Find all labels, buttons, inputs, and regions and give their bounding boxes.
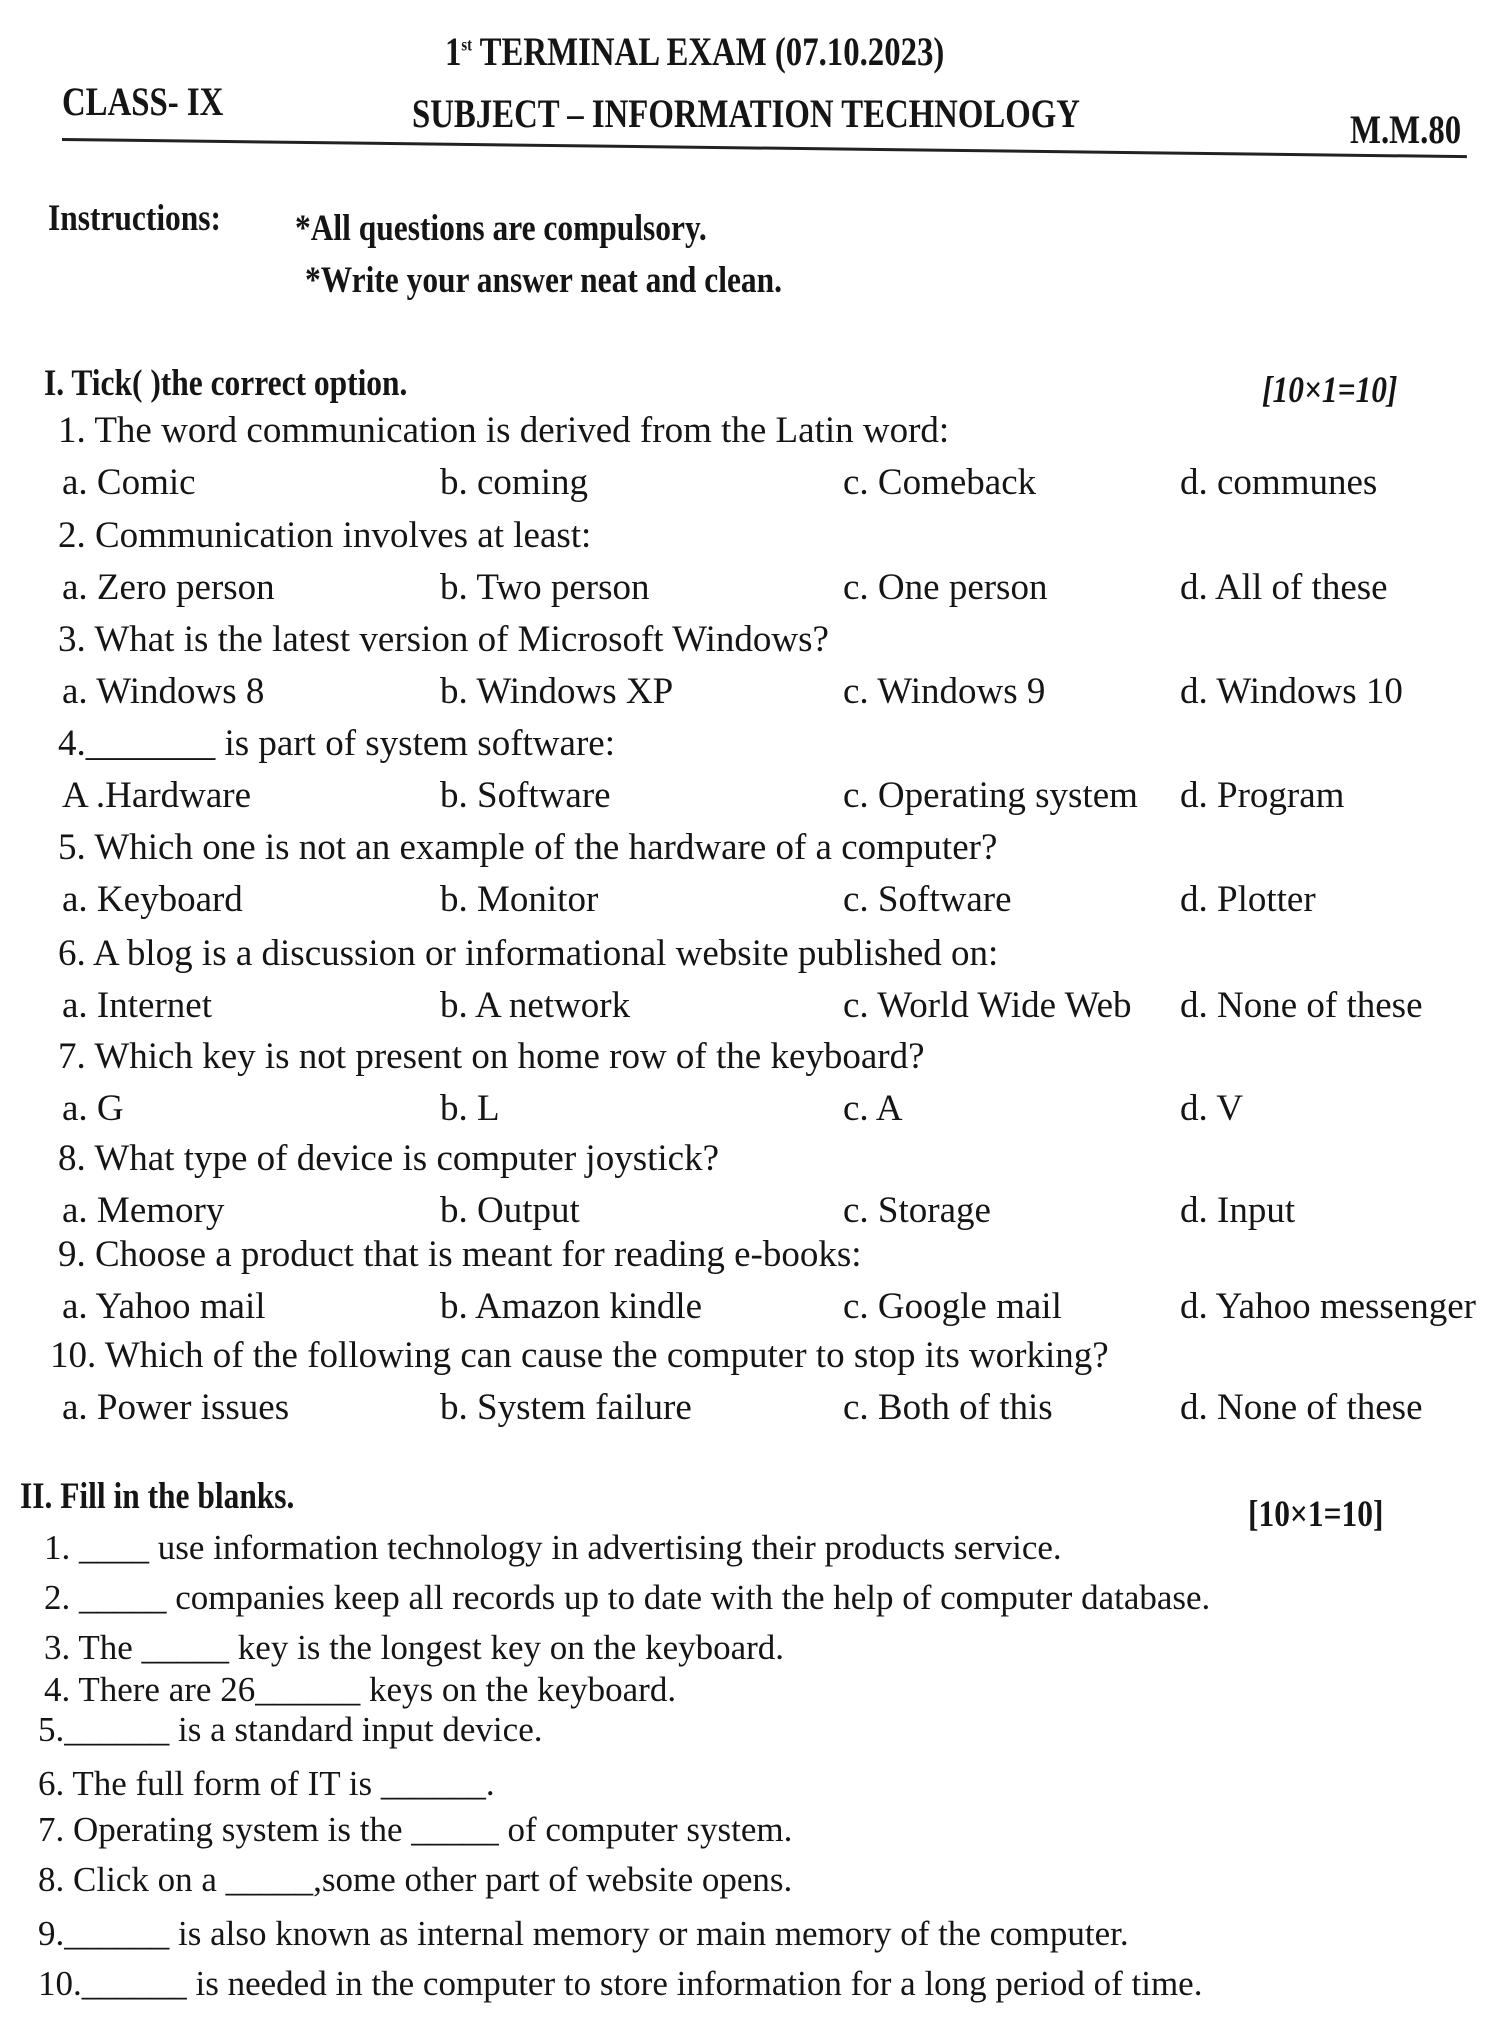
fill-blank-2: 2. _____ companies keep all records up to date with the help of computer database.: [44, 1578, 1211, 1617]
question-6-option-c[interactable]: c. World Wide Web: [843, 985, 1132, 1026]
question-2-option-a[interactable]: a. Zero person: [62, 567, 275, 608]
section2-title: II. Fill in the blanks.: [20, 1476, 295, 1517]
question-1-option-c[interactable]: c. Comeback: [843, 462, 1037, 503]
instructions-label: Instructions:: [48, 198, 222, 239]
question-9: 9. Choose a product that is meant for reading e-books:: [58, 1234, 862, 1275]
instruction-2: *Write your answer neat and clean.: [305, 260, 782, 301]
question-1-option-a[interactable]: a. Comic: [62, 462, 196, 503]
section2-marks: [10×1=10]: [1248, 1494, 1384, 1535]
question-4-option-b[interactable]: b. Software: [440, 775, 611, 816]
question-4-option-a[interactable]: A .Hardware: [62, 775, 252, 816]
question-1: 1. The word communication is derived from the Latin word:: [58, 410, 950, 451]
question-2-option-b[interactable]: b. Two person: [440, 567, 650, 608]
section1-marks: [10×1=10]: [1262, 370, 1398, 411]
title-number: 1: [445, 29, 462, 74]
question-2-option-d[interactable]: d. All of these: [1180, 567, 1388, 608]
fill-blank-5: 5.______ is a standard input device.: [38, 1710, 543, 1749]
exam-title: [445, 29, 945, 74]
question-8-option-d[interactable]: d. Input: [1180, 1190, 1296, 1231]
class-label: CLASS- IX: [62, 79, 224, 124]
question-3-option-c[interactable]: c. Windows 9: [843, 671, 1046, 712]
fill-blank-1: 1. ____ use information technology in advertising their products service.: [44, 1528, 1062, 1567]
question-7-option-b[interactable]: b. L: [440, 1088, 500, 1129]
fill-blank-9: 9.______ is also known as internal memory or main memory of the computer.: [38, 1914, 1129, 1953]
fill-blank-10: 10.______ is needed in the computer to store information for a long period of time.: [38, 1964, 1203, 2003]
question-4-option-c[interactable]: c. Operating system: [843, 775, 1138, 816]
question-3: 3. What is the latest version of Microsoft Windows?: [58, 619, 829, 660]
question-6-option-a[interactable]: a. Internet: [62, 985, 212, 1026]
question-10-option-b[interactable]: b. System failure: [440, 1387, 692, 1428]
question-10-option-a[interactable]: a. Power issues: [62, 1387, 290, 1428]
subject-label: SUBJECT – INFORMATION TECHNOLOGY: [412, 91, 1080, 136]
title-text: TERMINAL EXAM (07.10.2023): [479, 29, 945, 74]
title-sup: st: [461, 34, 473, 55]
question-9-option-c[interactable]: c. Google mail: [843, 1286, 1062, 1327]
fill-blank-4: 4. There are 26______ keys on the keyboard.: [44, 1670, 677, 1709]
question-7-option-c[interactable]: c. A: [843, 1088, 903, 1129]
question-4-option-d[interactable]: d. Program: [1180, 775, 1345, 816]
fill-blank-7: 7. Operating system is the _____ of computer system.: [38, 1810, 793, 1849]
question-8-option-c[interactable]: c. Storage: [843, 1190, 991, 1231]
question-9-option-a[interactable]: a. Yahoo mail: [62, 1286, 266, 1327]
question-8-option-a[interactable]: a. Memory: [62, 1190, 225, 1231]
fill-blank-8: 8. Click on a _____,some other part of website opens.: [38, 1860, 793, 1899]
question-9-option-b[interactable]: b. Amazon kindle: [440, 1286, 703, 1327]
question-3-option-b[interactable]: b. Windows XP: [440, 671, 674, 712]
question-6-option-b[interactable]: b. A network: [440, 985, 631, 1026]
question-5-option-a[interactable]: a. Keyboard: [62, 879, 243, 920]
question-5-option-b[interactable]: b. Monitor: [440, 879, 599, 920]
question-9-option-d[interactable]: d. Yahoo messenger: [1180, 1286, 1476, 1327]
question-7-option-d[interactable]: d. V: [1180, 1088, 1244, 1129]
question-6-option-d[interactable]: d. None of these: [1180, 985, 1423, 1026]
fill-blank-3: 3. The _____ key is the longest key on the keyboard.: [44, 1628, 785, 1667]
question-3-option-d[interactable]: d. Windows 10: [1180, 671, 1403, 712]
question-4: 4._______ is part of system software:: [58, 723, 615, 764]
question-5-option-c[interactable]: c. Software: [843, 879, 1012, 920]
question-10: 10. Which of the following can cause the computer to stop its working?: [50, 1335, 1109, 1376]
question-5-option-d[interactable]: d. Plotter: [1180, 879, 1316, 920]
header-underline: [62, 138, 1467, 158]
question-1-option-b[interactable]: b. coming: [440, 462, 588, 503]
question-8: 8. What type of device is computer joystick?: [58, 1138, 720, 1179]
question-3-option-a[interactable]: a. Windows 8: [62, 671, 265, 712]
instruction-1: *All questions are compulsory.: [295, 208, 707, 249]
question-2: 2. Communication involves at least:: [58, 515, 592, 556]
max-marks: M.M.80: [1350, 107, 1462, 152]
question-7: 7. Which key is not present on home row of the keyboard?: [58, 1036, 925, 1077]
fill-blank-6: 6. The full form of IT is ______.: [38, 1764, 495, 1803]
question-1-option-d[interactable]: d. communes: [1180, 462, 1378, 503]
question-6: 6. A blog is a discussion or informational website published on:: [58, 933, 999, 974]
question-5: 5. Which one is not an example of the hardware of a computer?: [58, 827, 998, 868]
question-2-option-c[interactable]: c. One person: [843, 567, 1048, 608]
question-7-option-a[interactable]: a. G: [62, 1088, 124, 1129]
question-10-option-d[interactable]: d. None of these: [1180, 1387, 1423, 1428]
question-10-option-c[interactable]: c. Both of this: [843, 1387, 1053, 1428]
section1-title: I. Tick( )the correct option.: [44, 363, 408, 404]
question-8-option-b[interactable]: b. Output: [440, 1190, 580, 1231]
